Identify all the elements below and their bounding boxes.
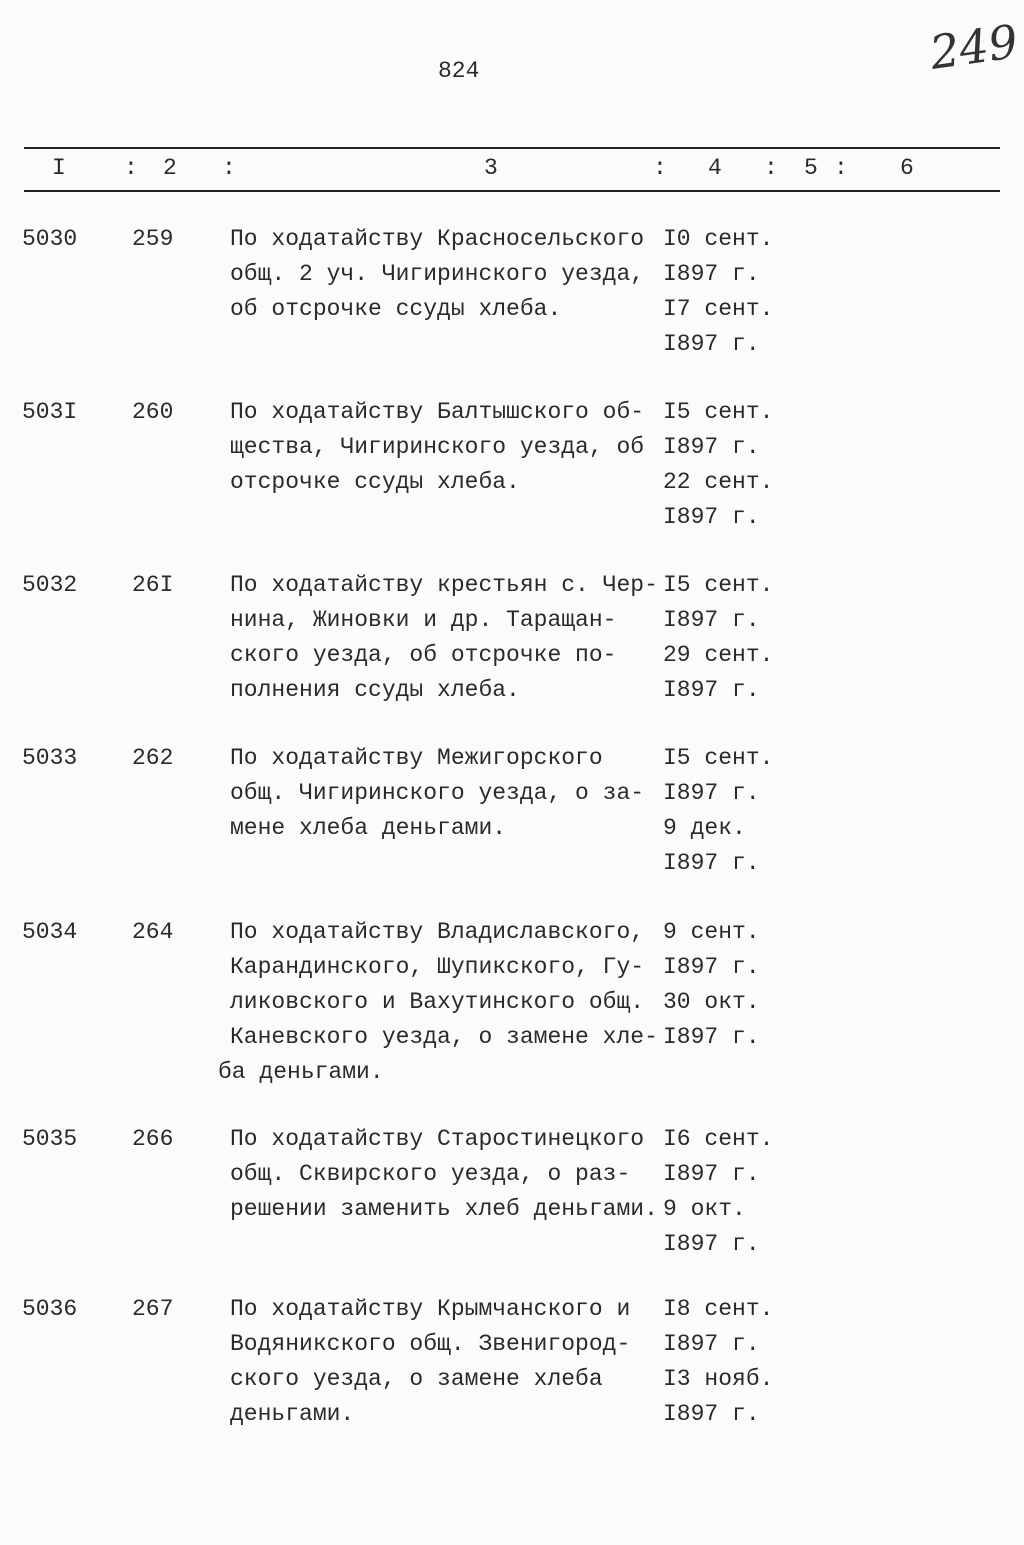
description-line: ского уезда, об отсрочке по- [230, 642, 617, 668]
start-date-line: I897 г. [663, 261, 760, 287]
column-separator: : [222, 155, 236, 181]
start-date-line: I897 г. [663, 1161, 760, 1187]
case-number: 259 [132, 226, 174, 252]
end-date-line: I897 г. [663, 850, 760, 876]
start-date-line: I5 сент. [663, 745, 774, 771]
description-line: Водяникского общ. Звенигород- [230, 1331, 631, 1357]
description-line: По ходатайству Крымчанского и [230, 1296, 631, 1322]
handwritten-archive-number: 249 [926, 14, 1022, 80]
start-date-line: I897 г. [663, 780, 760, 806]
end-date-line: I897 г. [663, 677, 760, 703]
entry-number: 5035 [22, 1126, 78, 1152]
column-header-3: 3 [484, 155, 498, 181]
start-date-line: I897 г. [663, 434, 760, 460]
case-number: 260 [132, 399, 174, 425]
description-line: По ходатайству Красносельского [230, 226, 645, 252]
end-date-line: I897 г. [663, 504, 760, 530]
end-date-line: 29 сент. [663, 642, 774, 668]
description-line: отсрочке ссуды хлеба. [230, 469, 520, 495]
column-separator: : [834, 155, 848, 181]
start-date-line: I897 г. [663, 607, 760, 633]
entry-number: 5033 [22, 745, 78, 771]
description-line: решении заменить хлеб деньгами. [230, 1196, 658, 1222]
end-date-line: I897 г. [663, 1401, 760, 1427]
entry-number: 503I [22, 399, 78, 425]
entry-number: 5036 [22, 1296, 78, 1322]
start-date-line: 9 сент. [663, 919, 760, 945]
start-date-line: I0 сент. [663, 226, 774, 252]
column-header-6: 6 [900, 155, 914, 181]
description-line: мене хлеба деньгами. [230, 815, 507, 841]
case-number: 267 [132, 1296, 174, 1322]
column-header-2: 2 [163, 155, 177, 181]
end-date-line: I7 сент. [663, 296, 774, 322]
column-separator: : [764, 155, 778, 181]
description-line: По ходатайству Балтышского об- [230, 399, 645, 425]
entry-number: 5030 [22, 226, 78, 252]
end-date-line: I897 г. [663, 1024, 760, 1050]
description-line: По ходатайству крестьян с. Чер- [230, 572, 658, 598]
description-line: общ. Чигиринского уезда, о за- [230, 780, 645, 806]
description-line: нина, Жиновки и др. Таращан- [230, 607, 617, 633]
description-line: ликовского и Вахутинского общ. [230, 989, 645, 1015]
case-number: 264 [132, 919, 174, 945]
description-line: По ходатайству Старостинецкого [230, 1126, 645, 1152]
end-date-line: I3 нояб. [663, 1366, 774, 1392]
description-line: ского уезда, о замене хлеба [230, 1366, 603, 1392]
start-date-line: I897 г. [663, 1331, 760, 1357]
description-line: общ. 2 уч. Чигиринского уезда, [230, 261, 645, 287]
end-date-line: 9 дек. [663, 815, 746, 841]
description-line: По ходатайству Владиславского, [230, 919, 645, 945]
start-date-line: I5 сент. [663, 572, 774, 598]
description-line: деньгами. [230, 1401, 355, 1427]
description-line: ба деньгами. [218, 1059, 384, 1085]
case-number: 26I [132, 572, 174, 598]
description-line: Карандинского, Шупикского, Гу- [230, 954, 645, 980]
start-date-line: I6 сент. [663, 1126, 774, 1152]
end-date-line: I897 г. [663, 1231, 760, 1257]
header-bottom-rule [24, 190, 1000, 192]
description-line: По ходатайству Межигорского [230, 745, 603, 771]
description-line: полнения ссуды хлеба. [230, 677, 520, 703]
column-header-1: I [52, 155, 66, 181]
case-number: 266 [132, 1126, 174, 1152]
column-separator: : [653, 155, 667, 181]
description-line: общ. Сквирского уезда, о раз- [230, 1161, 631, 1187]
description-line: об отсрочке ссуды хлеба. [230, 296, 562, 322]
entry-number: 5032 [22, 572, 78, 598]
column-header-4: 4 [708, 155, 722, 181]
start-date-line: I897 г. [663, 954, 760, 980]
end-date-line: I897 г. [663, 331, 760, 357]
entry-number: 5034 [22, 919, 78, 945]
end-date-line: 30 окт. [663, 989, 760, 1015]
start-date-line: I5 сент. [663, 399, 774, 425]
start-date-line: I8 сент. [663, 1296, 774, 1322]
end-date-line: 22 сент. [663, 469, 774, 495]
end-date-line: 9 окт. [663, 1196, 746, 1222]
description-line: Каневского уезда, о замене хле- [230, 1024, 658, 1050]
page-number: 824 [438, 58, 480, 84]
case-number: 262 [132, 745, 174, 771]
header-top-rule [24, 147, 1000, 149]
column-separator: : [124, 155, 138, 181]
column-header-5: 5 [804, 155, 818, 181]
description-line: щества, Чигиринского уезда, об [230, 434, 645, 460]
